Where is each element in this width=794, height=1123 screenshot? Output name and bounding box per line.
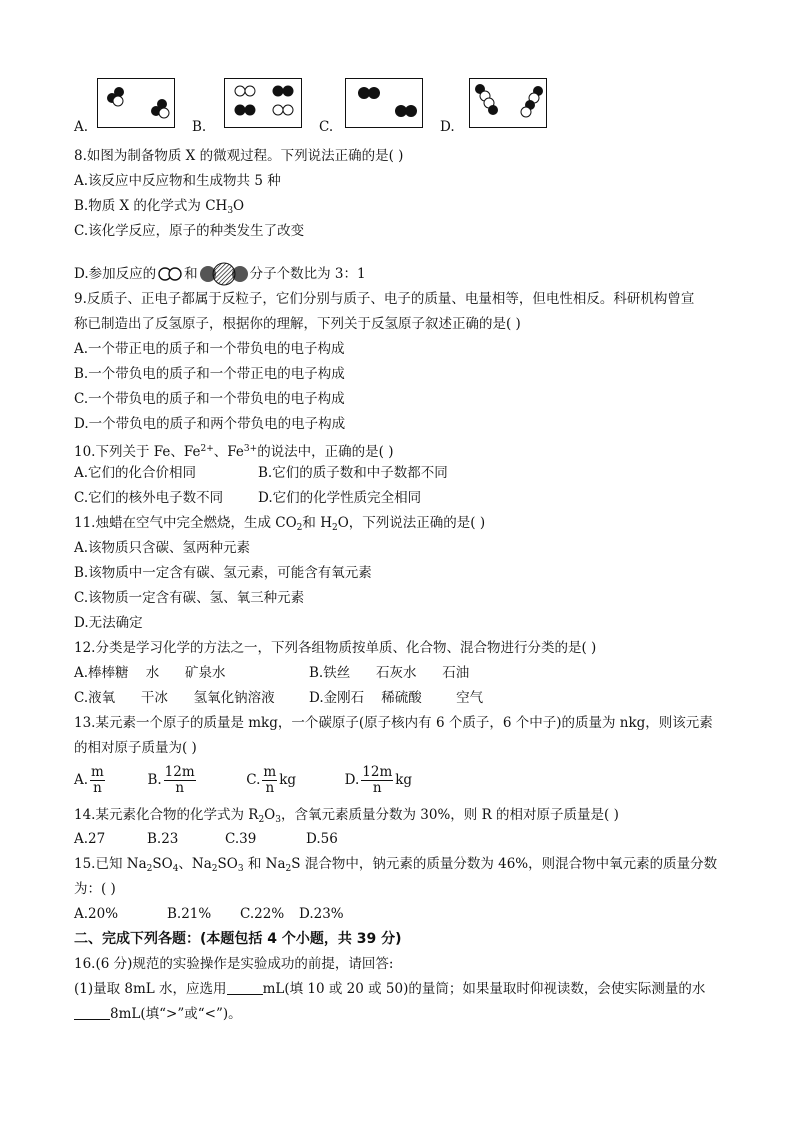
q11-option-b: B.该物质中一定含有碳、氢元素，可能含有氧元素 xyxy=(74,565,372,581)
carbon-dioxide-molecule-icon xyxy=(198,261,250,287)
answer-blank-2[interactable] xyxy=(74,1007,110,1020)
molecule-diagram-a xyxy=(98,79,174,127)
molecule-diagram-d xyxy=(470,79,546,127)
q10-option-c: C.它们的核外电子数不同 xyxy=(74,490,224,506)
q16-part1-line2: 8mL(填“>”或“<”)。 xyxy=(74,1005,242,1023)
q11-option-a: A.该物质只含碳、氢两种元素 xyxy=(74,540,251,556)
hydrogen-molecule-icon xyxy=(156,265,184,283)
q14-option-a: A.27 xyxy=(74,831,106,847)
q9-stem-line1: 9.反质子、正电子都属于反粒子，它们分别与质子、电子的质量、电量相等，但电性相反。科研机构曾宣 xyxy=(74,291,695,307)
q7-option-a-diagram xyxy=(97,78,175,128)
q7-option-d-diagram xyxy=(469,78,547,128)
q7-option-d-label: D. xyxy=(440,119,455,135)
molecule-diagram-b xyxy=(225,79,301,127)
q12-option-a: A.棒棒糖 水 矿泉水 xyxy=(74,665,226,681)
q14-stem: 14.某元素化合物的化学式为 $R_2O_3$，含氧元素质量分数为 30%，则 R 的相对原子质量是( ) xyxy=(74,807,619,825)
q9-option-b: B.一个带负电的质子和一个带正电的电子构成 xyxy=(74,366,345,382)
q7-option-b-diagram xyxy=(224,78,302,128)
q13-stem-line1: 13.某元素一个原子的质量是 mkg，一个碳原子(原子核内有 6 个质子，6 个中子)的质量为 nkg，则该元素 xyxy=(74,715,713,731)
q15-option-c: C.22% xyxy=(240,906,285,922)
q9-option-a: A.一个带正电的质子和一个带负电的电子构成 xyxy=(74,341,345,357)
q12-option-b: B.铁丝 石灰水 石油 xyxy=(309,665,470,681)
q15-option-b: B.21% xyxy=(167,906,212,922)
q11-option-d: D.无法确定 xyxy=(74,615,143,631)
section-2-title: 二、完成下列各题：(本题包括 4 个小题，共 39 分) xyxy=(74,931,402,947)
q8-option-d: D.参加反应的 和 分子个数比为 3：1 xyxy=(74,261,366,287)
q15-option-d: D.23% xyxy=(299,906,344,922)
q8-option-c: C.该化学反应，原子的种类发生了改变 xyxy=(74,223,305,239)
q15-option-a: A.20% xyxy=(74,906,119,922)
q13-option-b: B. $\frac{12m}{n}$ xyxy=(147,764,195,796)
q12-option-d: D.金刚石 稀硫酸 空气 xyxy=(309,690,484,706)
q9-stem-line2: 称已制造出了反氢原子，根据你的理解，下列关于反氢原子叙述正确的是( ) xyxy=(74,316,521,332)
q7-option-b-label: B. xyxy=(192,119,207,135)
q13-option-d: D. $\frac{12m}{n}$ kg xyxy=(344,764,413,796)
q14-option-b: B.23 xyxy=(147,831,179,847)
q10-stem: 10.下列关于 Fe、$Fe^{2+}$、$Fe^{3+}$的说法中，正确的是( ) xyxy=(74,444,394,460)
q7-option-a-label: A. xyxy=(74,119,89,135)
q16-stem: 16.(6 分)规范的实验操作是实验成功的前提，请回答: xyxy=(74,956,394,972)
answer-blank-1[interactable] xyxy=(227,982,263,995)
q13-options xyxy=(74,764,412,796)
q9-option-d: D.一个带负电的质子和两个带负电的电子构成 xyxy=(74,416,346,432)
q8-stem: 8.如图为制备物质 X 的微观过程。下列说法正确的是( ) xyxy=(74,148,404,164)
q9-option-c: C.一个带负电的质子和一个带负电的电子构成 xyxy=(74,391,345,407)
q8-option-a: A.该反应中反应物和生成物共 5 种 xyxy=(74,173,281,189)
q16-part1-line1: (1)量取 8mL 水，应选用 mL(填 10 或 20 或 50)的量筒；如果量取时仰视读数，会使实际测量的水 xyxy=(74,981,706,997)
q10-option-a: A.它们的化合价相同 xyxy=(74,465,197,481)
q10-option-d: D.它们的化学性质完全相同 xyxy=(258,490,422,506)
molecule-diagram-c xyxy=(346,79,422,127)
q11-option-c: C.该物质一定含有碳、氢、氧三种元素 xyxy=(74,590,305,606)
q12-option-c: C.液氧 干冰 氢氧化钠溶液 xyxy=(74,690,275,706)
q15-stem-line1: 15.已知 $Na_2SO_4$、$Na_2SO_3$ 和 $Na_2S$ 混合物中，钠元素的质量分数为 46%，则混合物中氧元素的质量分数 xyxy=(74,856,718,874)
q10-option-b: B.它们的质子数和中子数都不同 xyxy=(258,465,448,481)
q11-stem: 11.烛蜡在空气中完全燃烧，生成 $CO_2$和 $H_2O$，下列说法正确的是( ) xyxy=(74,515,486,533)
q14-option-c: C.39 xyxy=(225,831,257,847)
q13-option-c: C. $\frac{m}{n}$ kg xyxy=(246,764,297,796)
q13-option-a: A. $\frac{m}{n}$ xyxy=(74,764,104,796)
q7-option-c-label: C. xyxy=(319,119,334,135)
q8-option-b: B.物质 X 的化学式为 $CH_3O$ xyxy=(74,198,245,216)
q7-option-c-diagram xyxy=(345,78,423,128)
q12-stem: 12.分类是学习化学的方法之一，下列各组物质按单质、化合物、混合物进行分类的是( ) xyxy=(74,640,597,656)
q15-stem-line2: 为：( ) xyxy=(74,881,116,897)
q13-stem-line2: 的相对原子质量为( ) xyxy=(74,740,197,756)
q14-option-d: D.56 xyxy=(306,831,338,847)
